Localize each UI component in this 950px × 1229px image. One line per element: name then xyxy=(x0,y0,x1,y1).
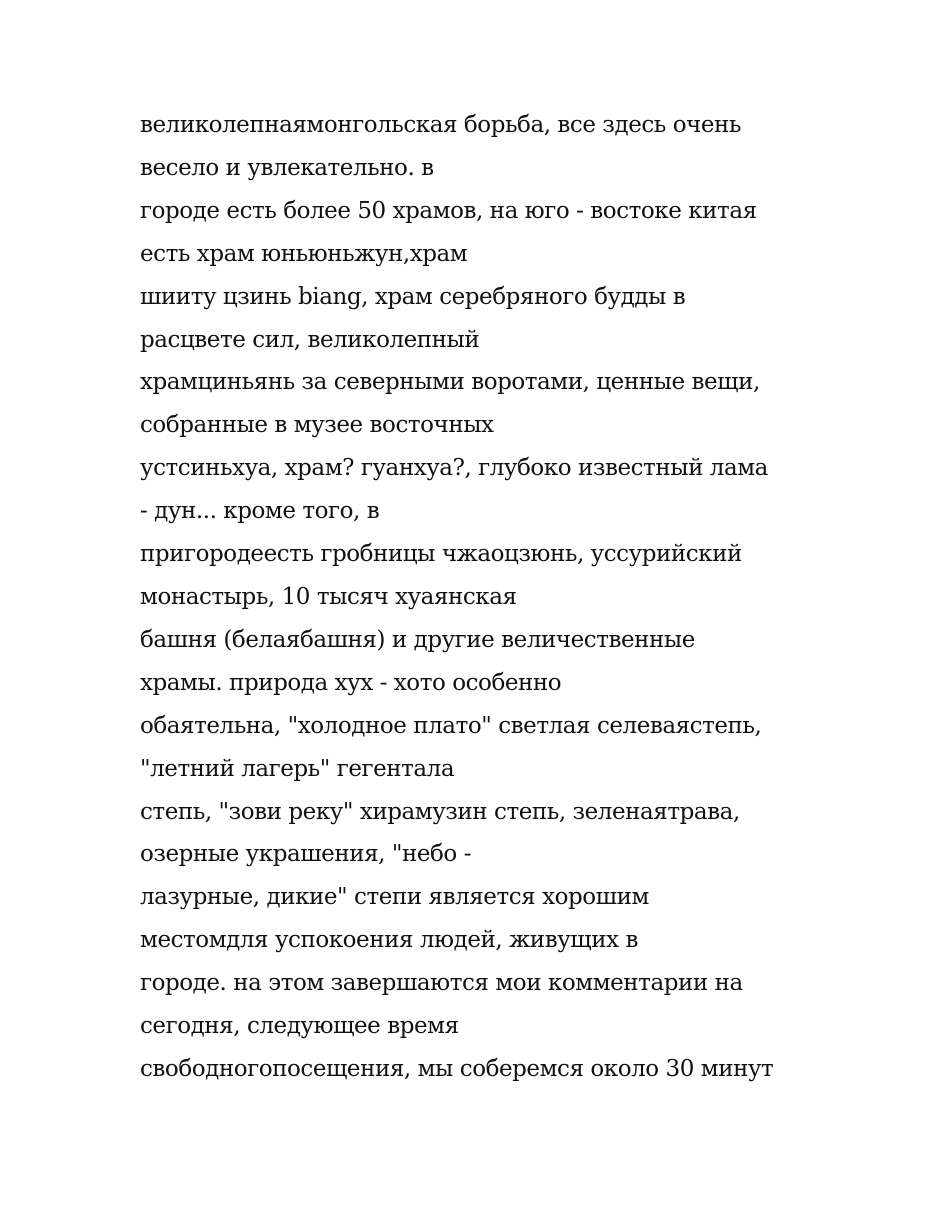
text-line: есть храм юньюньжун,храм xyxy=(140,240,468,267)
text-line: озерные украшения, "небо - xyxy=(140,841,472,868)
text-line: шииту цзинь biang, храм серебряного будды в xyxy=(140,283,686,310)
text-line: свободногопосещения, мы соберемся около 30 минут xyxy=(140,1055,774,1082)
text-line: башня (белаябашня) и другие величественные xyxy=(140,626,695,653)
text-line: храмы. природа хух - хото особенно xyxy=(140,669,562,696)
text-line: городе. на этом завершаются мои комментарии на xyxy=(140,970,743,997)
text-line: расцвете сил, великолепный xyxy=(140,326,480,353)
text-line: - дун... кроме того, в xyxy=(140,498,380,525)
text-line: "летний лагерь" гегентала xyxy=(140,755,455,782)
text-line: весело и увлекательно. в xyxy=(140,154,434,181)
text-line: городе есть более 50 храмов, на юго - востоке китая xyxy=(140,197,757,224)
text-line: сегодня, следующее время xyxy=(140,1013,459,1040)
body-text xyxy=(140,104,840,1091)
text-line: обаятельна, "холодное плато" светлая селеваястепь, xyxy=(140,712,762,739)
text-line: устсиньхуа, храм? гуанхуа?, глубоко известный лама xyxy=(140,455,768,482)
text-line: храмциньянь за северными воротами, ценные вещи, xyxy=(140,369,760,396)
text-line: степь, "зови реку" хирамузин степь, зеленаятрава, xyxy=(140,798,740,825)
text-line: собранные в музее восточных xyxy=(140,412,494,439)
text-line: великолепнаямонгольская борьба, все здесь очень xyxy=(140,112,741,138)
text-line: лазурные, дикие" степи является хорошим xyxy=(140,884,649,911)
text-line: пригородеесть гробницы чжаоцзюнь, уссурийский xyxy=(140,541,742,568)
text-line: монастырь, 10 тысяч хуаянская xyxy=(140,583,517,610)
text-line: местомдля успокоения людей, живущих в xyxy=(140,927,638,954)
